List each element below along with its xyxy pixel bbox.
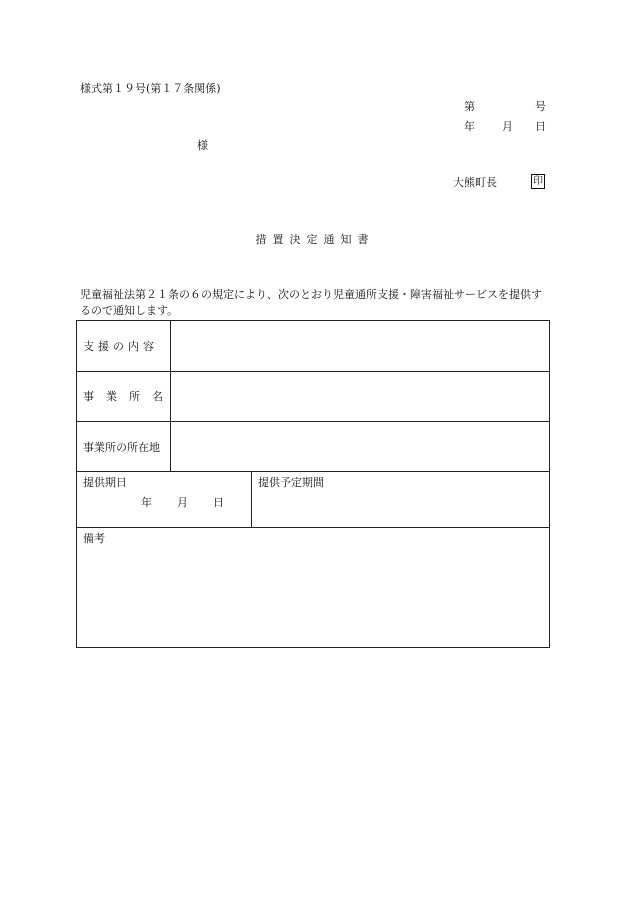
row-divider — [77, 527, 549, 528]
date-day: 日 — [535, 120, 546, 133]
date-year: 年 — [464, 120, 475, 133]
remarks-label: 備考 — [83, 532, 105, 545]
support-content-label: 支援の内容 — [83, 340, 158, 353]
start-date-day: 日 — [213, 496, 224, 509]
seal-mark: 印 — [533, 176, 543, 187]
start-date-month: 月 — [177, 496, 188, 509]
number-prefix: 第 — [464, 100, 475, 113]
office-name-label: 事業所名 — [83, 390, 175, 403]
row-divider — [77, 421, 549, 422]
addressee-suffix: 様 — [197, 139, 208, 152]
row-divider — [77, 471, 549, 472]
start-date-label: 提供期日 — [83, 476, 127, 489]
notice-table — [76, 320, 550, 648]
number-suffix: 号 — [535, 100, 546, 113]
notice-body-text: 児童福祉法第２１条の６の規定により、次のとおり児童通所支援・障害福祉サービスを提供するので通知します。 — [80, 288, 542, 317]
office-address-label: 事業所の所在地 — [83, 441, 160, 454]
start-date-fields — [77, 496, 237, 510]
start-date-year: 年 — [141, 496, 152, 509]
planned-period-label: 提供予定期間 — [258, 476, 324, 489]
date-month: 月 — [502, 120, 513, 133]
date-column-divider — [251, 471, 252, 527]
form-number: 様式第１９号(第１７条関係) — [80, 82, 221, 95]
document-title: 措置決定通知書 — [255, 233, 375, 246]
issuer-title: 大熊町長 — [453, 176, 497, 189]
document-number-line — [464, 100, 546, 114]
row-divider — [77, 371, 549, 372]
issue-date-line — [464, 120, 546, 134]
